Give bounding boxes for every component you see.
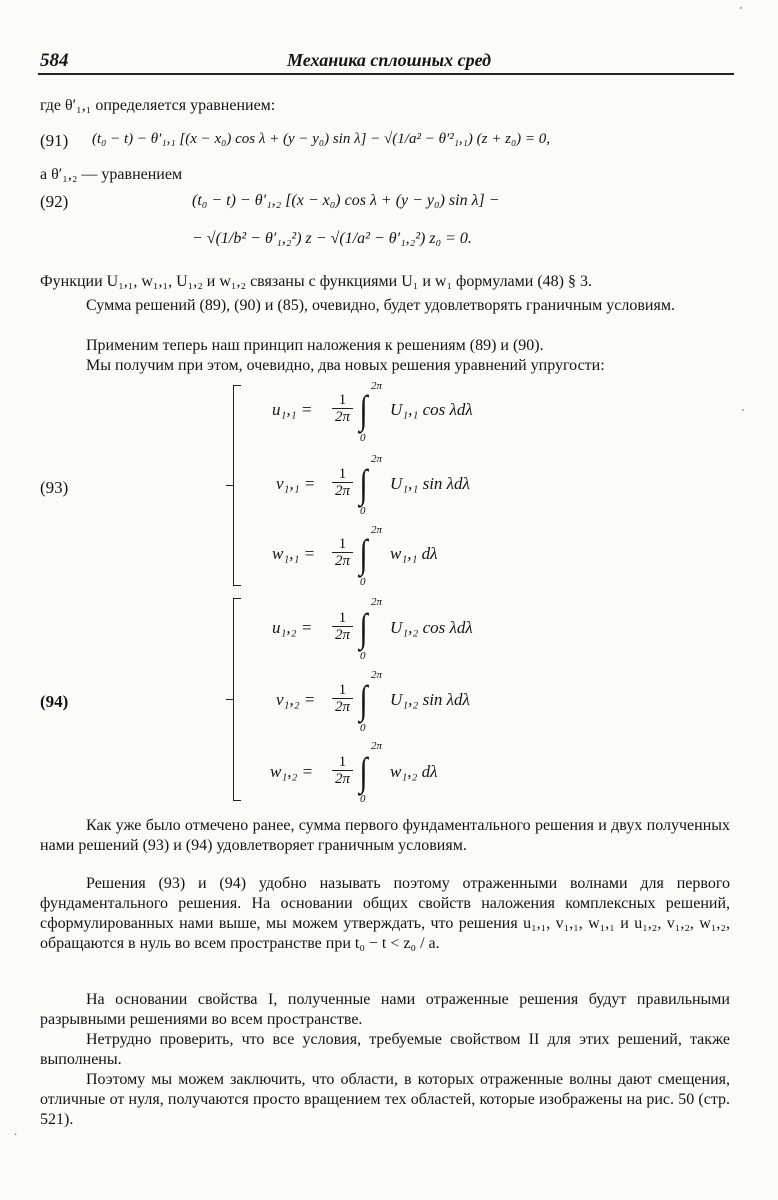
- integral-sign: ∫: [359, 749, 368, 794]
- integral-sign: ∫: [359, 461, 368, 506]
- frac-den: 2π: [335, 699, 351, 715]
- functions-line: Функции U₁,₁, w₁,₁, U₁,₂ и w₁,₂ связаны с функциями U₁ и w₁ формулами (48) § 3.: [40, 273, 592, 290]
- scan-speck: ·: [14, 1130, 18, 1141]
- eq94-row3-lhs: w₁,₂ =: [270, 762, 314, 781]
- upper-limit: 2π: [371, 453, 383, 465]
- frac-num: 1: [332, 392, 353, 409]
- frac-den: 2π: [335, 627, 351, 643]
- eq94-brace-top: [233, 598, 241, 599]
- paragraph-3: Мы получим при этом, очевидно, два новых решения уравнений упругости:: [86, 357, 605, 374]
- eq93-row2-frac: [332, 466, 353, 499]
- scan-speck: ′: [742, 408, 745, 419]
- paragraph-7: Нетрудно проверить, что все условия, требуемые свойством II для этих решений, также выполнены.: [40, 1031, 730, 1068]
- lower-limit: 0: [360, 432, 366, 444]
- frac-num: 1: [332, 610, 353, 627]
- integral-sign: ∫: [359, 677, 368, 722]
- eq93-row1-integrand: U₁,₁ cos λdλ: [390, 400, 473, 419]
- eq94-brace: [233, 598, 234, 800]
- eq94-row1-frac: [332, 610, 353, 643]
- running-title: Механика сплошных сред: [286, 50, 492, 70]
- eq92-line1: (t₀ − t) − θ′₁,₂ [(x − x₀) cos λ + (y − y₀) sin λ] −: [192, 192, 500, 209]
- eq93-row2-lhs: v₁,₁ =: [276, 474, 316, 493]
- eq94-row1-lhs: u₁,₂ =: [272, 618, 313, 637]
- intro-line-2: а θ′₁,₂ — уравнением: [40, 166, 183, 183]
- paragraph-6: На основании свойства I, полученные нами отраженные решения будут правильными разрывными решениями во всем пространстве.: [40, 991, 730, 1028]
- page-number: 584: [40, 50, 69, 71]
- eq94-brace-mid: [226, 699, 233, 700]
- paragraph-5: Решения (93) и (94) удобно называть поэтому отраженными волнами для первого фундаментального решения. На основании общих свойств наложения комплексных решений, сформулированных нами выше, мы можем утверждать, что решения u₁,₁, v₁,₁, w₁,₁ и u₁,₂, v₁,₂, w₁,₂, обращаются в нуль во всем пространстве при t₀ − t < z₀ / a.: [40, 875, 730, 952]
- eq94-number: (94): [40, 692, 69, 711]
- eq94-row2-integrand: U₁,₂ sin λdλ: [390, 690, 470, 709]
- integral-sign: ∫: [359, 605, 368, 650]
- eq91-number: (91): [40, 131, 69, 150]
- eq93-row3-lhs: w₁,₁ =: [272, 544, 316, 563]
- eq93-row2-integrand: U₁,₁ sin λdλ: [390, 474, 470, 493]
- eq93-row3-integrand: w₁,₁ dλ: [390, 544, 438, 563]
- integral-sign: ∫: [359, 387, 368, 432]
- upper-limit: 2π: [371, 740, 383, 752]
- eq92-line2: − √(1/b² − θ′₁,₂²) z − √(1/a² − θ′₁,₂²) z₀ = 0.: [192, 230, 472, 247]
- eq93-row1-lhs: u₁,₁ =: [272, 400, 313, 419]
- eq94-row2-frac: [332, 682, 353, 715]
- eq93-brace-top: [233, 385, 241, 386]
- frac-num: 1: [332, 466, 353, 483]
- eq94-row3-frac: [332, 754, 353, 787]
- frac-den: 2π: [335, 553, 351, 569]
- eq93-row1-frac: [332, 392, 353, 425]
- lower-limit: 0: [360, 576, 366, 588]
- upper-limit: 2π: [371, 380, 383, 392]
- eq94-row1-integrand: U₁,₂ cos λdλ: [390, 618, 473, 637]
- eq93-brace-mid: [226, 485, 233, 486]
- paragraph-8: Поэтому мы можем заключить, что области, в которых отраженные волны дают смещения, отличные от нуля, получаются просто вращением тех областей, которые изображены на рис. 50 (стр. 521).: [40, 1071, 730, 1128]
- eq91-body: (t₀ − t) − θ′₁,₁ [(x − x₀) cos λ + (y − y₀) sin λ] − √(1/a² − θ′²₁,₁) (z + z₀) = 0,: [92, 131, 551, 147]
- header-rule: [38, 73, 734, 75]
- eq92-number: (92): [40, 192, 69, 211]
- lower-limit: 0: [360, 722, 366, 734]
- frac-den: 2π: [335, 409, 351, 425]
- scan-speck: ′: [740, 6, 743, 17]
- eq93-number: (93): [40, 478, 69, 497]
- paragraph-1: Сумма решений (89), (90) и (85), очевидно, будет удовлетворять граничным условиям.: [86, 297, 675, 314]
- lower-limit: 0: [360, 505, 366, 517]
- lower-limit: 0: [360, 793, 366, 805]
- eq93-brace: [233, 385, 234, 585]
- upper-limit: 2π: [371, 669, 383, 681]
- frac-num: 1: [332, 754, 353, 771]
- intro-line: где θ′₁,₁ определяется уравнением:: [40, 97, 276, 114]
- paragraph-2: Применим теперь наш принцип наложения к решениям (89) и (90).: [86, 337, 544, 354]
- frac-num: 1: [332, 536, 353, 553]
- paragraph-4: Как уже было отмечено ранее, сумма первого фундаментального решения и двух полученных нами решений (93) и (94) удовлетворяет граничным условиям.: [40, 817, 730, 854]
- upper-limit: 2π: [371, 596, 383, 608]
- eq94-row3-integrand: w₁,₂ dλ: [390, 762, 438, 781]
- eq94-row2-lhs: v₁,₂ =: [276, 690, 316, 709]
- lower-limit: 0: [360, 650, 366, 662]
- frac-den: 2π: [335, 483, 351, 499]
- eq94-brace-bottom: [233, 800, 241, 801]
- eq93-brace-bottom: [233, 585, 241, 586]
- frac-den: 2π: [335, 771, 351, 787]
- frac-num: 1: [332, 682, 353, 699]
- integral-sign: ∫: [359, 531, 368, 576]
- eq93-row3-frac: [332, 536, 353, 569]
- upper-limit: 2π: [371, 524, 383, 536]
